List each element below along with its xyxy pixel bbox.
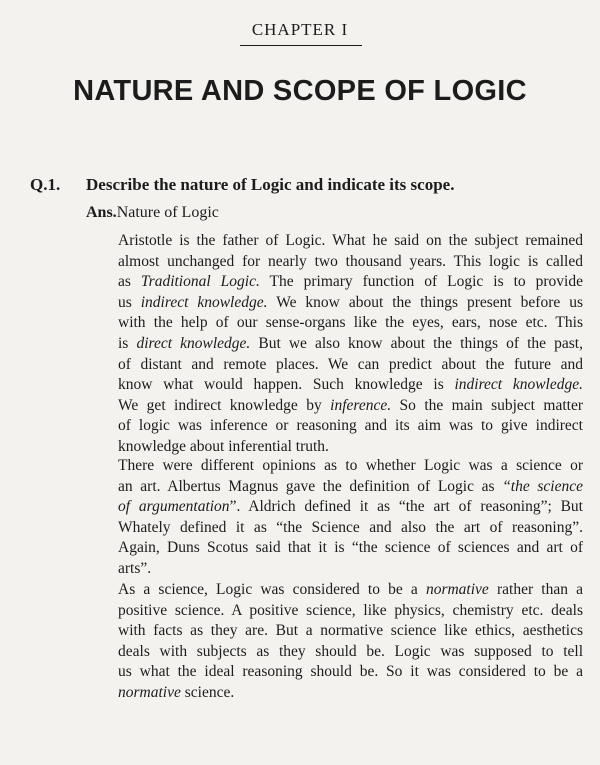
chapter-title: NATURE AND SCOPE OF LOGIC	[73, 75, 527, 107]
chapter-underline	[240, 45, 362, 46]
italic-term: normative	[425, 581, 489, 598]
paragraph-line: almost unchanged for nearly two thousand years. This logic is called	[118, 252, 583, 270]
paragraph-line: Whately defined it as “the Science and also the art of reasoning”.	[118, 518, 583, 536]
paragraph-line: positive science. A positive science, like physics, chemistry etc. deals	[118, 601, 583, 619]
paragraph-line: knowledge about inferential truth.	[118, 437, 329, 455]
question-text: Describe the nature of Logic and indicate its scope.	[86, 175, 455, 194]
paragraph-line: As a science, Logic was considered to be a normative rather than a	[118, 581, 583, 598]
paragraph-line: with facts as they are. But a normative science like ethics, aesthetics	[118, 622, 583, 640]
answer-label: Ans.	[86, 204, 117, 221]
paragraph-line: normative science.	[118, 683, 235, 701]
italic-term: direct knowledge.	[136, 334, 251, 352]
paragraph-line: of logic was inference or reasoning and its aim was to give indirect	[118, 417, 583, 435]
answer-heading-row	[86, 204, 219, 222]
paragraph-line: us what the ideal reasoning should be. So it was considered to be a	[118, 663, 583, 681]
paragraph-line: with the help of our sense-organs like the eyes, ears, nose etc. This	[118, 314, 583, 332]
answer-heading: Nature of Logic	[116, 204, 219, 221]
italic-term: of argumentation	[118, 498, 230, 516]
paragraph-2	[118, 456, 583, 580]
paragraph-line: We get indirect knowledge by inference. So the main subject matter	[118, 396, 583, 414]
paragraph-line: us indirect knowledge. We know about the things present before us	[118, 293, 584, 311]
paragraph-line: deals with subjects as they should be. Logic was supposed to tell	[118, 642, 583, 660]
paragraph-line: There were different opinions as to whether Logic was a science or	[118, 457, 583, 474]
paragraph-line: Aristotle is the father of Logic. What he said on the subject remained	[118, 232, 583, 249]
paragraph-line: is direct knowledge. But we also know about the things of the past,	[118, 334, 583, 352]
italic-term: indirect knowledge.	[454, 376, 583, 394]
paragraph-line: arts”.	[118, 559, 152, 577]
paragraph-line: know what would happen. Such knowledge is indirect knowledge.	[118, 376, 583, 394]
paragraph-line: as Traditional Logic. The primary function of Logic is to provide	[118, 273, 583, 291]
paragraph-line: of argumentation”. Aldrich defined it as “the art of reasoning”; But	[118, 498, 583, 516]
paragraph-3	[118, 580, 583, 704]
paragraph-line: of distant and remote places. We can predict about the future and	[118, 355, 583, 373]
italic-term: normative	[118, 683, 181, 701]
italic-term: indirect knowledge.	[140, 293, 268, 311]
paragraph-line: an art. Albertus Magnus gave the definition of Logic as “the science	[118, 477, 583, 495]
paragraph-line: Again, Duns Scotus said that it is “the science of sciences and art of	[118, 539, 583, 557]
italic-term: Traditional Logic.	[140, 273, 260, 291]
italic-term: “the science	[502, 477, 583, 495]
paragraph-1	[118, 231, 583, 458]
question-number: Q.1.	[30, 175, 61, 194]
chapter-heading: CHAPTER I	[251, 20, 349, 39]
italic-term: inference.	[330, 396, 392, 414]
